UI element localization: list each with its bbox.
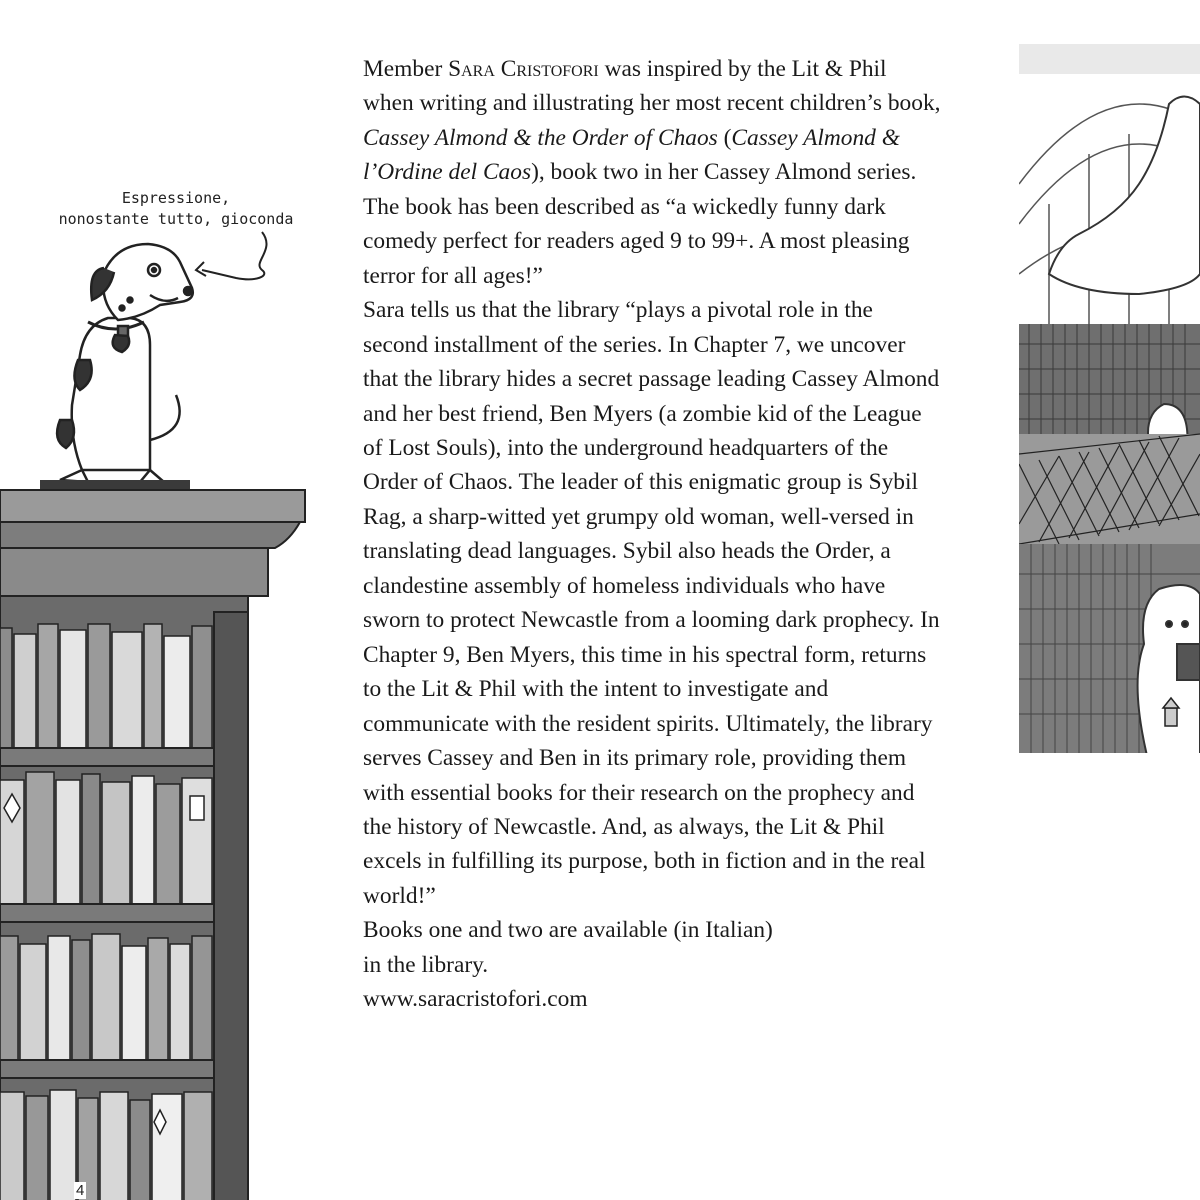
text-run: ( <box>717 124 732 151</box>
dog-icon <box>57 244 193 482</box>
availability-line: in the library. <box>363 951 489 978</box>
paragraph-availability <box>363 913 943 1016</box>
text-run: was inspired by the Lit & Phil when writing and illustrating her most recent children’s book, <box>363 56 941 117</box>
bookcase-drawing <box>0 0 345 1200</box>
caption-line: Espressione, <box>121 189 231 207</box>
book-title-italian: Cassey Almond & l’Ordine del Caos <box>363 124 900 186</box>
library-ghosts-illustration <box>1019 44 1200 753</box>
dog-bookcase-illustration <box>0 0 345 1200</box>
website-link[interactable]: www.saracristofori.com <box>363 986 588 1013</box>
availability-line: Books one and two are available (in Italian) <box>363 917 773 944</box>
book-title-english: Cassey Almond & the Order of Chaos <box>363 124 718 151</box>
illustration-caption <box>20 188 332 230</box>
ghost-icon <box>1138 585 1200 753</box>
text-run: ), book two in her Cassey Almond series. The book has been described as “a wickedly funny dark comedy perfect for readers aged 9 to 99+. A most pleasing terror for all ages!” <box>363 159 917 289</box>
paragraph-intro <box>363 52 943 293</box>
page-number: 4 <box>76 1182 85 1199</box>
text-run: Member <box>363 56 449 82</box>
library-interior-drawing <box>1019 44 1200 753</box>
caption-line: nonostante tutto, gioconda <box>58 210 294 228</box>
article-text <box>363 52 943 1017</box>
paragraph-quote: Sara tells us that the library “plays a pivotal role in the second installment of the series. In Chapter 7, we uncover that the library hides a secret passage leading Cassey Almond and her best friend, Ben Myers (a zombie kid of the League of Lost Souls), into the underground headquarters of the Order of Chaos. The leader of this enigmatic group is Sybil Rag, a sharp-witted yet grumpy old woman, well-versed in translating dead languages. Sybil also heads the Order, a clandestine assembly of homeless individuals who have sworn to protect Newcastle from a looming dark prophecy. In Chapter 9, Ben Myers, this time in his spectral form, returns to the Lit & Phil with the intent to investigate and communicate with the resident spirits. Ultimately, the library serves Cassey and Ben in its primary role, providing them with essential books for their research on the prophecy and the history of Newcastle. And, as always, the Lit & Phil excels in fulfilling its purpose, both in fiction and in the real world!” <box>363 297 940 909</box>
author-name: Sara Cristofori <box>448 56 599 82</box>
